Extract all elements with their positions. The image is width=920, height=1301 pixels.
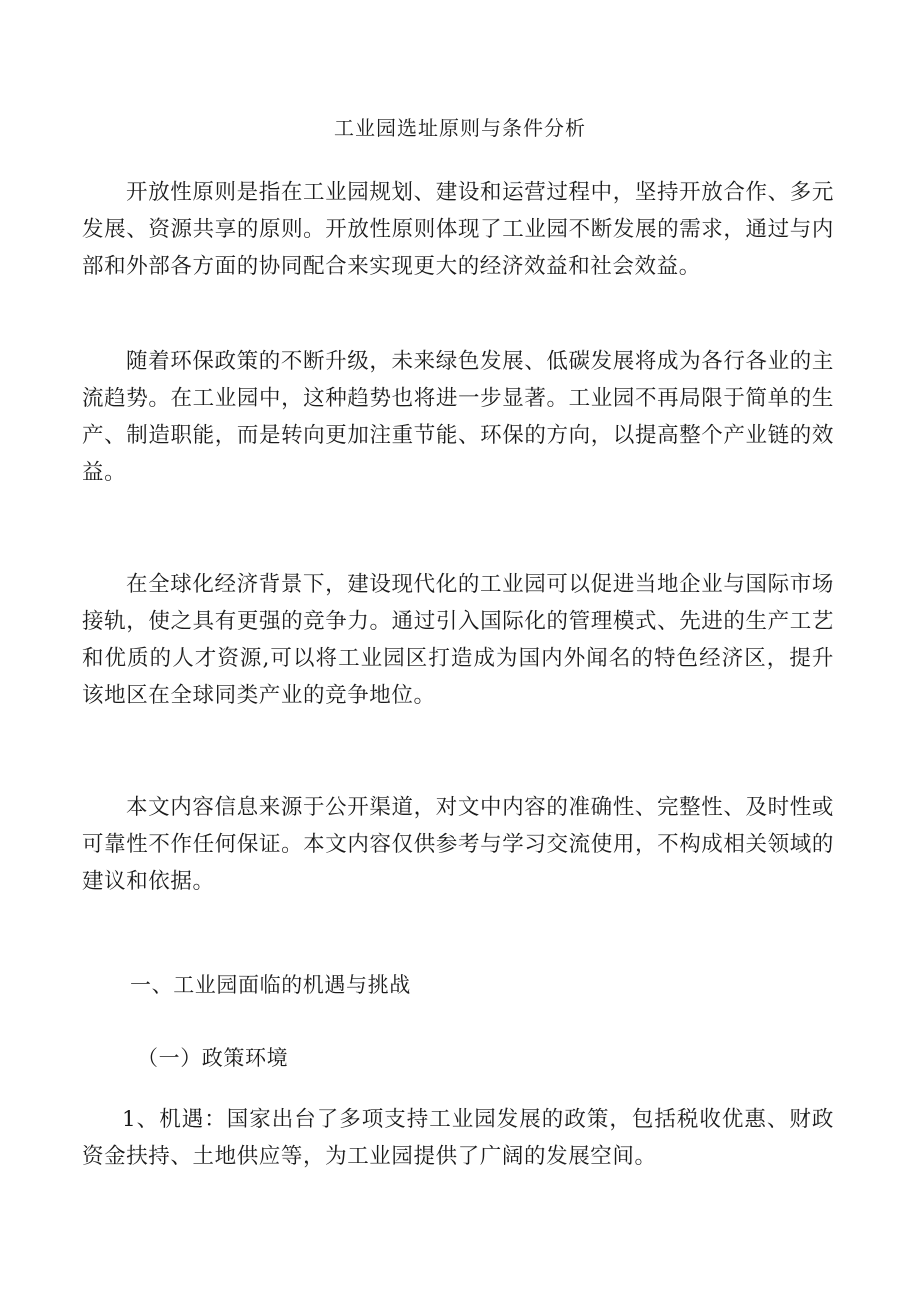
section-heading: 一、工业园面临的机遇与挑战: [130, 973, 411, 997]
paragraph-openness-principle: 开放性原则是指在工业园规划、建设和运营过程中，坚持开放合作、多元发展、资源共享的原则。开放性原则体现了工业园不断发展的需求，通过与内部和外部各方面的协同配合来实现更大的经济效益和社会效益。: [82, 180, 834, 279]
paragraph-opportunity-item: 1、机遇：国家出台了多项支持工业园发展的政策，包括税收优惠、财政资金扶持、土地供应等，为工业园提供了广阔的发展空间。: [82, 1107, 834, 1169]
paragraph-globalization: 在全球化经济背景下，建设现代化的工业园可以促进当地企业与国际市场接轨，使之具有更强的竞争力。通过引入国际化的管理模式、先进的生产工艺和优质的人才资源,可以将工业园区打造成为国内外闻名的特色经济区，提升该地区在全球同类产业的竞争地位。: [82, 572, 834, 708]
paragraph-green-development: 随着环保政策的不断升级，未来绿色发展、低碳发展将成为各行各业的主流趋势。在工业园中，这种趋势也将进一步显著。工业园不再局限于简单的生产、制造职能，而是转向更加注重节能、环保的方向，以提高整个产业链的效益。: [82, 349, 834, 485]
document-title: 工业园选址原则与条件分析: [334, 116, 586, 140]
paragraph-disclaimer: 本文内容信息来源于公开渠道，对文中内容的准确性、完整性、及时性或可靠性不作任何保证。本文内容仅供参考与学习交流使用，不构成相关领域的建议和依据。: [82, 795, 834, 894]
subsection-heading: （一）政策环境: [137, 1046, 289, 1070]
